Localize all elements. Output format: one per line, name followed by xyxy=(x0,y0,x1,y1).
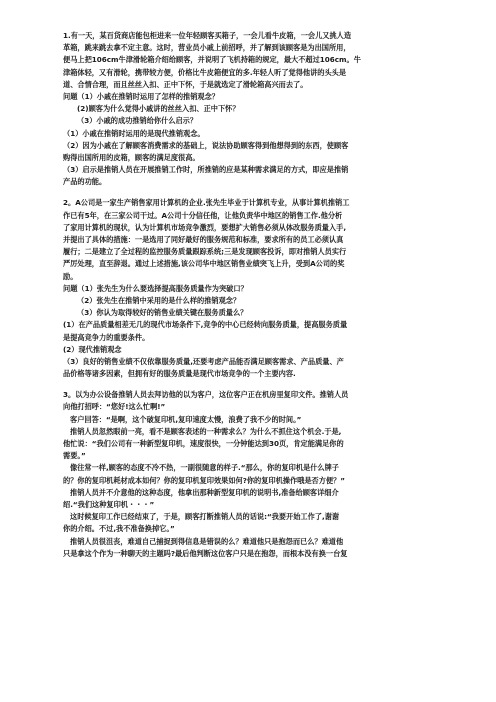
case-3-text-line: 绍.“我们这种复印机・・・” xyxy=(63,499,155,509)
case-1-answer-line: （2）因为小戚在了解顾客消费需求的基础上，说法协助顾客得到他想得到的东西，使顾客 xyxy=(63,140,349,150)
case-3-text-line: 推销人员很沮丧，难道自己捕捉到得信息是错误的么？难道他只是抱怨而已么？难道他 xyxy=(70,536,344,546)
case-2 xyxy=(63,197,440,380)
case-1-question-heading: 问题（1）小戚在推销时运用了怎样的推销观念？ xyxy=(63,91,219,101)
case-3-text-line: 你的介绍。不过,我不准备换掉它。” xyxy=(63,524,175,534)
case-1-text-line: 便马上把106cm牛津滑轮箱介绍给顾客，并说明了飞机持箱的规定，最大不超过106cm。牛 xyxy=(63,55,361,65)
case-2-text-line: 2。A公司是一家生产销售家用计算机的企业.张先生毕业于计算机专业，从事计算机推销工 xyxy=(63,198,350,208)
case-3-text-line: 需要。” xyxy=(63,451,86,461)
case-1 xyxy=(63,30,440,188)
case-3-text-line: 推销人员忽然眼前一亮，看不是顾客表述的一种需求么？为什么不抓住这个机会.于是, xyxy=(70,426,342,436)
case-2-answer-line: 品价格等诸多因素，但拥有好的服务质量是现代市场竞争的一个主要内容. xyxy=(63,369,296,379)
case-2-answer-line: （3）良好的销售业绩不仅依靠服务质量,还要考虑产品能否满足顾客需求、产品质量、产 xyxy=(63,356,344,366)
case-3 xyxy=(63,389,440,560)
case-2-text-line: 了家用计算机的现状，认为计算机市场竞争激烈，要想扩大销售必须从体改服务质量入手, xyxy=(63,222,347,232)
case-2-sub-question: （3）你认为取得较好的销售业绩关键在服务质量么？ xyxy=(77,308,248,318)
case-2-answer-line: (2）现代推销观念 xyxy=(63,344,122,354)
case-1-answer-line: 产品的功能。 xyxy=(63,177,107,187)
case-2-text-line: 履行；二是建立了全过程的监控服务质量跟踪系统;三是发现顾客投诉，即对推销人员实行 xyxy=(63,247,347,257)
case-2-text-line: 并提出了具体的措施：一是选用了同好最好的服务规范和标准，要求所有的员工必须认真 xyxy=(63,235,344,244)
case-1-text-line: 1.有一天，某百货商店能包柜进来一位年轻顾客买箱子，一会儿看牛皮箱，一会儿又挑人造 xyxy=(63,31,352,40)
section-spacer xyxy=(63,188,440,197)
case-3-text-line: 只是拿这个作为一种聊天的主题吗?最后他判断这位客户只是在抱怨，而根本没有换一台复 xyxy=(63,548,348,558)
case-1-text-line: 津箱体轻，又有滑轮，携带较方便，价格比牛皮箱便宜的多.年轻人听了觉得他讲的头头是 xyxy=(63,67,347,77)
case-1-sub-question: （3）小戚的成功推销给你什么启示？ xyxy=(77,116,198,126)
case-2-text-line: 严厉处理，直至辞退。通过上述措施,该公司华中地区销售业绩突飞上升，受到A公司的奖 xyxy=(63,259,345,269)
case-3-text-line: 向他打招呼：“您好!这么忙啊!” xyxy=(63,402,166,412)
case-3-text-line: 客户回答：“是啊，这个破复印机,复印速度太慢，浪费了我不少的时间。” xyxy=(70,414,302,424)
case-3-text-line: 的？你的复印机耗材成本如何？你的复印机复印效果如何?你的复印机操作哦是否方便？” xyxy=(63,475,346,485)
case-2-text-line: 作已有5年，在三家公司干过。A公司十分信任他，让他负责华中地区的销售工作.他分析 xyxy=(63,210,343,220)
case-2-text-line: 励。 xyxy=(63,271,78,281)
case-3-text-line: 这时候复印工作已经结束了，于是，顾客打断推销人员的话说:“我要开始工作了,谢谢 xyxy=(70,512,340,522)
case-3-text-line: 推销人员并不介意他的这种态度，他拿出那种新型复印机的说明书,准备给顾客详细介 xyxy=(70,487,339,497)
case-2-sub-question: （2）张先生在推销中采用的是什么样的推销观念？ xyxy=(77,295,241,305)
section-spacer xyxy=(63,380,440,389)
case-2-answer-line: 是提高竞争力的重要条件。 xyxy=(63,332,150,342)
case-3-text-line: 3。以为办公设备推销人员去拜访他的以为客户，这位客户正在机房里复印文件。推销人员 xyxy=(63,390,349,400)
case-1-answer-line: 购得出国所用的皮箱，顾客的满足度很高。 xyxy=(63,152,200,162)
case-1-answer-line: （1）小戚在推销时运用的是现代推销观念。 xyxy=(63,128,205,138)
case-2-answer-line: (1）在产品质量相差无几的现代市场条件下,竞争的中心已经转向服务质量，提高服务质量 xyxy=(63,320,348,330)
case-1-answer-line: （3）启示是推销人员在开展推销工作时，所推销的应是某种需求满足的方式，即应是推销 xyxy=(63,165,349,175)
case-1-sub-question: (2)顾客为什么觉得小戚讲的丝丝入扣、正中下怀？ xyxy=(77,104,240,114)
case-3-text-line: 像往常一样,顾客的态度不冷不热，一副很随意的样子.“那么，你的复印机是什么牌子 xyxy=(70,463,339,473)
case-2-question-heading: 问题（1）张先生为什么要选择提高服务质量作为突破口？ xyxy=(63,283,248,293)
document-page xyxy=(63,30,440,560)
case-3-text-line: 他忙说：“我们公司有一种新型复印机，速度很快，一分钟能达到30页，肯定能满足你的 xyxy=(63,439,344,448)
case-1-text-line: 革箱，跳来跳去拿不定主意。这时，营业员小戚上前招呼，并了解到该顾客是为出国所用， xyxy=(63,43,351,53)
case-1-text-line: 道、合情合理，而且丝丝入扣、正中下怀，于是就选定了滑轮箱高兴而去了。 xyxy=(63,79,308,89)
